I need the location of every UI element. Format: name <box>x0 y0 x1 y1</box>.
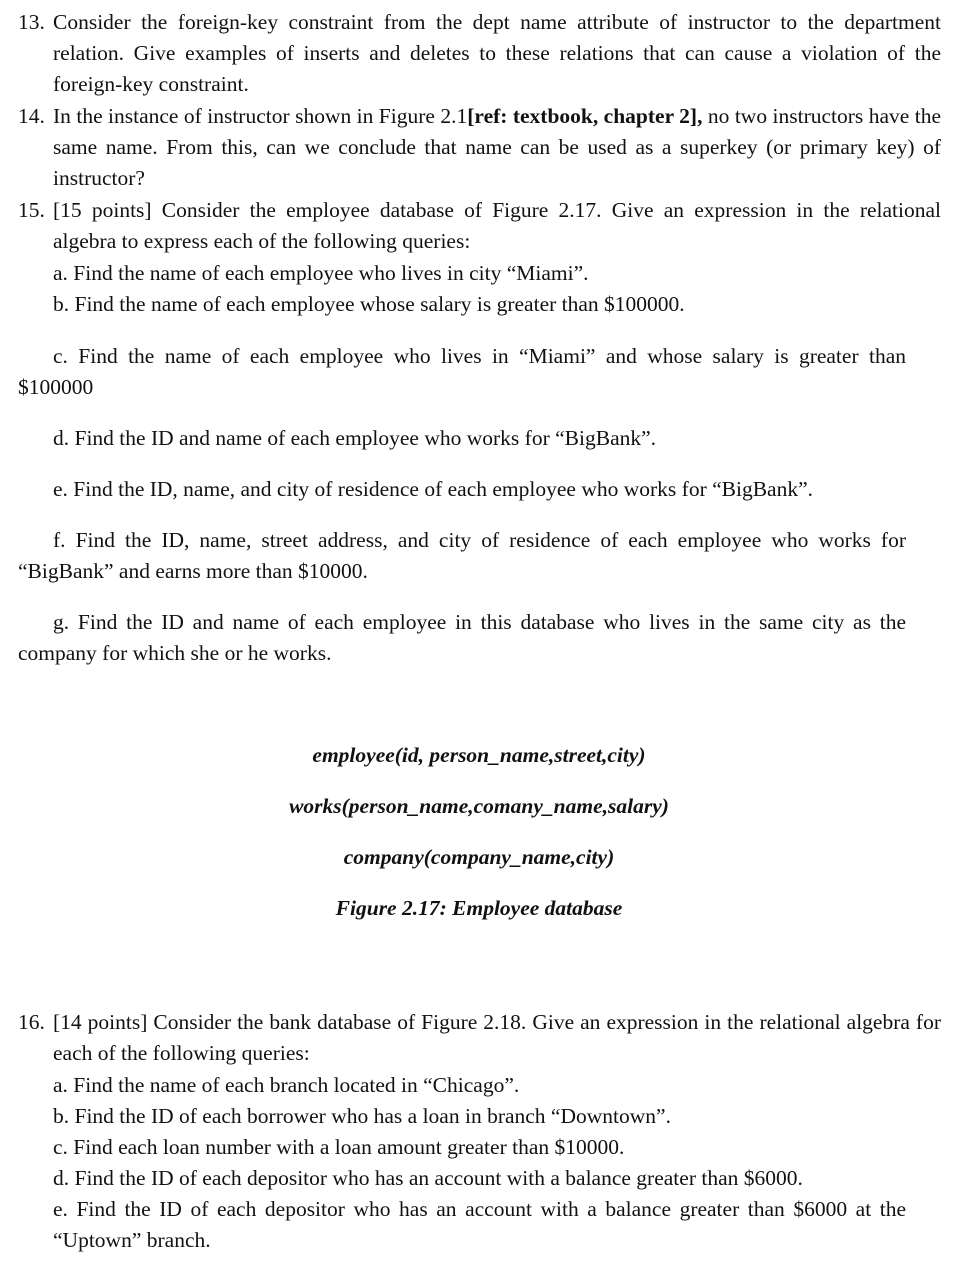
question-16-item-c: c. Find each loan number with a loan amount greater than $10000. <box>53 1135 625 1159</box>
question-14-text-after: no two instructors have the same name. From this, can we conclude that name can be used as a superkey (or primary key) of instructor? <box>53 104 941 191</box>
question-16-item-d: d. Find the ID of each depositor who has an account with a balance greater than $6000. <box>53 1166 803 1190</box>
question-15-text: [15 points] Consider the employee database of Figure 2.17. Give an expression in the relational algebra to express each of the following queries: <box>53 198 941 254</box>
question-15-item-e: e. Find the ID, name, and city of residence of each employee who works for “BigBank”. <box>53 477 814 501</box>
question-13 <box>18 7 941 101</box>
question-15-item-c: c. Find the name of each employee who lives in “Miami” and whose salary is greater than $100000 <box>18 344 906 400</box>
schema-works: works(person_name,comany_name,salary) <box>289 794 669 818</box>
schema-company: company(company_name,city) <box>343 845 615 869</box>
question-14-number: 14. <box>18 104 45 128</box>
question-16-item-b: b. Find the ID of each borrower who has a loan in branch “Downtown”. <box>53 1104 671 1128</box>
question-14 <box>18 101 941 195</box>
question-15-item-d: d. Find the ID and name of each employee who works for “BigBank”. <box>53 426 657 450</box>
question-16-item-e: e. Find the ID of each depositor who has an account with a balance greater than $6000 at the “Uptown” branch. <box>53 1197 906 1253</box>
question-15-item-b: b. Find the name of each employee whose salary is greater than $100000. <box>53 292 685 316</box>
question-16 <box>18 1007 941 1069</box>
question-13-number: 13. <box>18 10 45 34</box>
figure-caption: Figure 2.17: Employee database <box>335 896 623 920</box>
question-16-item-a: a. Find the name of each branch located in “Chicago”. <box>53 1073 520 1097</box>
question-15 <box>18 195 941 257</box>
schema-employee: employee(id, person_name,street,city) <box>312 743 646 767</box>
question-15-item-f: f. Find the ID, name, street address, and city of residence of each employee who works for “BigBank” and earns more than $10000. <box>18 528 906 584</box>
question-15-item-a: a. Find the name of each employee who lives in city “Miami”. <box>53 261 589 285</box>
question-14-reference: [ref: textbook, chapter 2], <box>467 104 703 128</box>
question-14-text-before: In the instance of instructor shown in Figure 2.1 <box>53 104 468 128</box>
question-15-item-g: g. Find the ID and name of each employee in this database who lives in the same city as the company for which she or he works. <box>18 610 906 666</box>
question-16-number: 16. <box>18 1010 45 1034</box>
question-16-text: [14 points] Consider the bank database of Figure 2.18. Give an expression in the relational algebra for each of the following queries: <box>53 1010 941 1066</box>
question-13-text: Consider the foreign-key constraint from the dept name attribute of instructor to the department relation. Give examples of inserts and deletes to these relations that can cause a violation of the foreign-key constraint. <box>53 10 941 97</box>
question-15-number: 15. <box>18 198 45 222</box>
